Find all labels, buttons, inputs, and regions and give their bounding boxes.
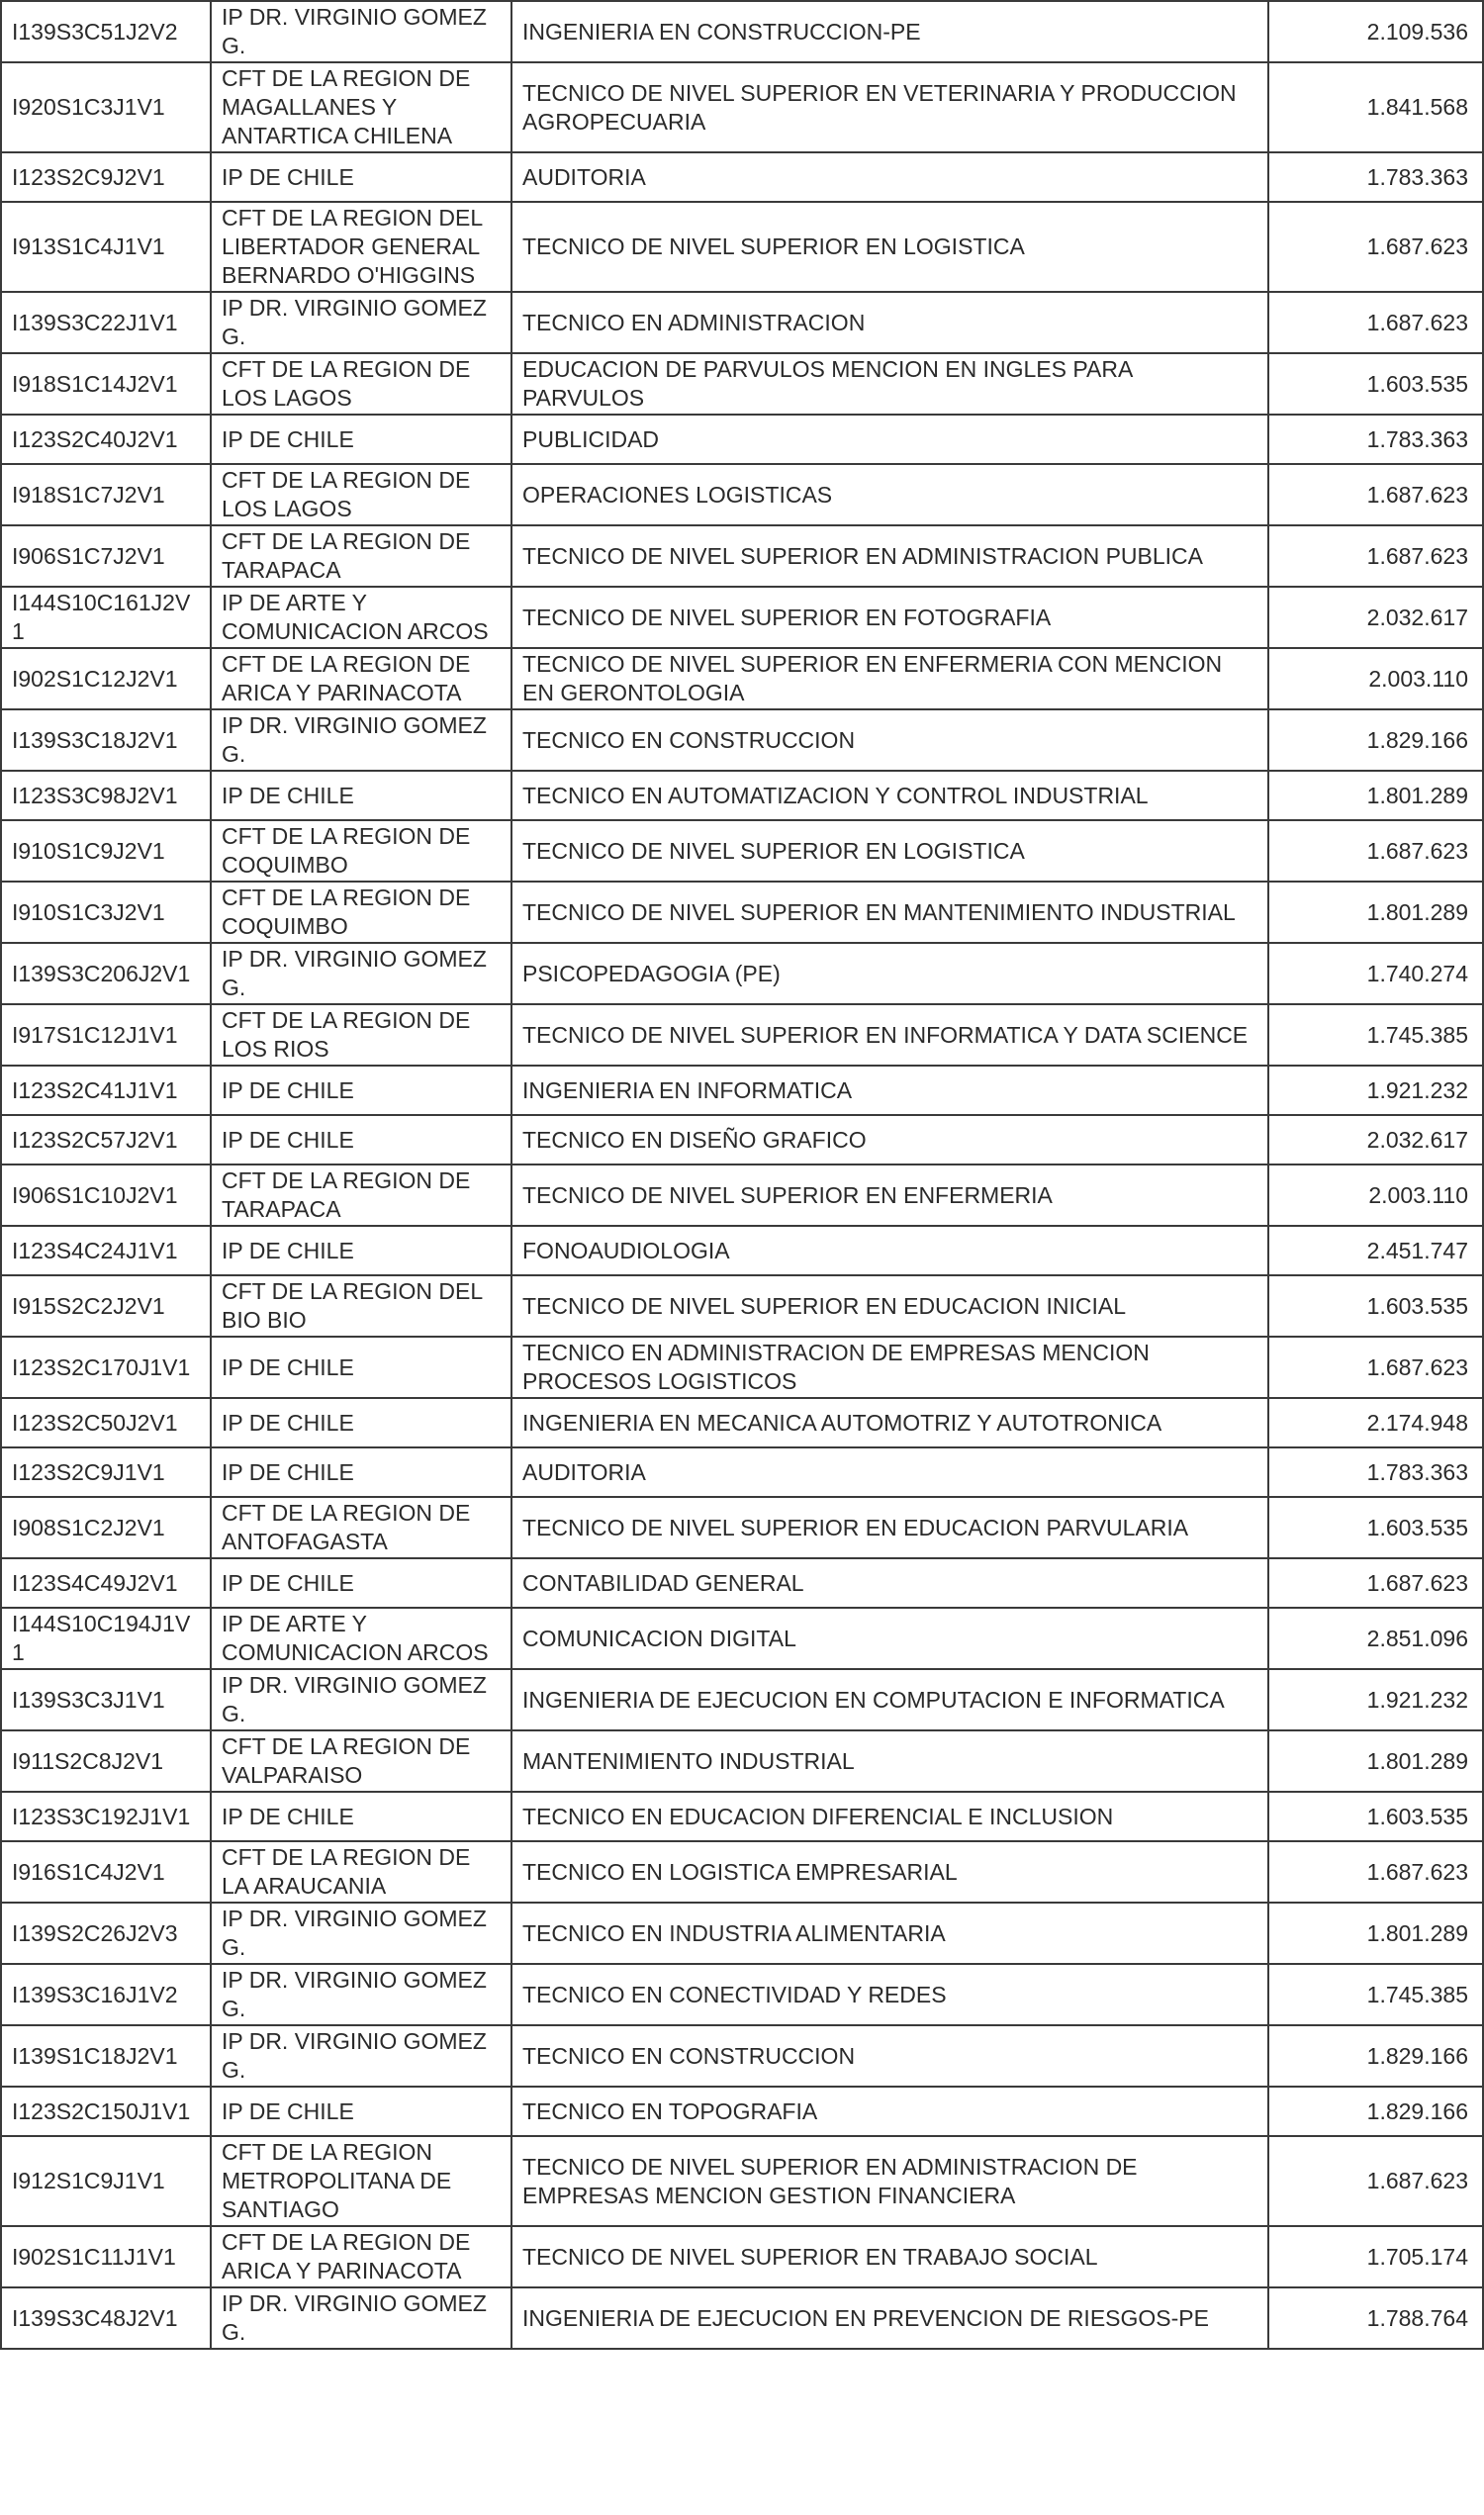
institution-cell: IP DE CHILE	[211, 1115, 511, 1164]
table-row	[1, 415, 1483, 464]
programs-table-body	[1, 1, 1483, 2349]
program-name-cell: AUDITORIA	[511, 1447, 1268, 1497]
amount-cell: 1.603.535	[1268, 353, 1483, 415]
amount-cell: 1.687.623	[1268, 1337, 1483, 1398]
amount-cell: 2.109.536	[1268, 1, 1483, 62]
institution-cell: CFT DE LA REGION DE MAGALLANES Y ANTARTICA CHILENA	[211, 62, 511, 152]
institution-cell: CFT DE LA REGION DE COQUIMBO	[211, 882, 511, 943]
table-row	[1, 202, 1483, 292]
amount-cell: 1.841.568	[1268, 62, 1483, 152]
institution-cell: IP DE CHILE	[211, 1066, 511, 1115]
table-row	[1, 1066, 1483, 1115]
amount-cell: 1.829.166	[1268, 2025, 1483, 2087]
program-name-cell: EDUCACION DE PARVULOS MENCION EN INGLES PARA PARVULOS	[511, 353, 1268, 415]
table-row	[1, 1558, 1483, 1608]
program-name-cell: TECNICO DE NIVEL SUPERIOR EN ADMINISTRACION DE EMPRESAS MENCION GESTION FINANCIERA	[511, 2136, 1268, 2226]
program-name-cell: TECNICO EN CONSTRUCCION	[511, 2025, 1268, 2087]
institution-cell: IP DE CHILE	[211, 1226, 511, 1275]
amount-cell: 2.003.110	[1268, 648, 1483, 709]
institution-cell: CFT DE LA REGION DE LOS LAGOS	[211, 353, 511, 415]
program-code-cell: I123S3C98J2V1	[1, 771, 211, 820]
table-row	[1, 771, 1483, 820]
amount-cell: 1.687.623	[1268, 202, 1483, 292]
amount-cell: 2.032.617	[1268, 1115, 1483, 1164]
program-code-cell: I123S2C40J2V1	[1, 415, 211, 464]
amount-cell: 1.745.385	[1268, 1964, 1483, 2025]
table-row	[1, 1841, 1483, 1903]
program-name-cell: TECNICO DE NIVEL SUPERIOR EN EDUCACION INICIAL	[511, 1275, 1268, 1337]
institution-cell: CFT DE LA REGION DE COQUIMBO	[211, 820, 511, 882]
institution-cell: IP DR. VIRGINIO GOMEZ G.	[211, 2287, 511, 2349]
amount-cell: 1.740.274	[1268, 943, 1483, 1004]
program-name-cell: TECNICO DE NIVEL SUPERIOR EN ENFERMERIA CON MENCION EN GERONTOLOGIA	[511, 648, 1268, 709]
table-row	[1, 1447, 1483, 1497]
institution-cell: IP DR. VIRGINIO GOMEZ G.	[211, 292, 511, 353]
amount-cell: 1.801.289	[1268, 1903, 1483, 1964]
program-code-cell: I139S3C206J2V1	[1, 943, 211, 1004]
amount-cell: 2.003.110	[1268, 1164, 1483, 1226]
program-code-cell: I139S3C3J1V1	[1, 1669, 211, 1730]
program-name-cell: TECNICO EN INDUSTRIA ALIMENTARIA	[511, 1903, 1268, 1964]
program-name-cell: MANTENIMIENTO INDUSTRIAL	[511, 1730, 1268, 1792]
program-code-cell: I916S1C4J2V1	[1, 1841, 211, 1903]
program-name-cell: FONOAUDIOLOGIA	[511, 1226, 1268, 1275]
program-code-cell: I123S2C170J1V1	[1, 1337, 211, 1398]
program-name-cell: INGENIERIA EN INFORMATICA	[511, 1066, 1268, 1115]
program-code-cell: I123S4C24J1V1	[1, 1226, 211, 1275]
institution-cell: IP DR. VIRGINIO GOMEZ G.	[211, 1964, 511, 2025]
institution-cell: CFT DE LA REGION DE TARAPACA	[211, 525, 511, 587]
program-code-cell: I906S1C7J2V1	[1, 525, 211, 587]
table-row	[1, 2087, 1483, 2136]
program-code-cell: I917S1C12J1V1	[1, 1004, 211, 1066]
program-name-cell: TECNICO DE NIVEL SUPERIOR EN FOTOGRAFIA	[511, 587, 1268, 648]
program-code-cell: I910S1C9J2V1	[1, 820, 211, 882]
program-name-cell: INGENIERIA EN MECANICA AUTOMOTRIZ Y AUTOTRONICA	[511, 1398, 1268, 1447]
institution-cell: CFT DE LA REGION DEL BIO BIO	[211, 1275, 511, 1337]
institution-cell: IP DE ARTE Y COMUNICACION ARCOS	[211, 1608, 511, 1669]
program-name-cell: TECNICO DE NIVEL SUPERIOR EN TRABAJO SOCIAL	[511, 2226, 1268, 2287]
program-name-cell: TECNICO DE NIVEL SUPERIOR EN LOGISTICA	[511, 202, 1268, 292]
institution-cell: CFT DE LA REGION DE LOS LAGOS	[211, 464, 511, 525]
program-code-cell: I912S1C9J1V1	[1, 2136, 211, 2226]
institution-cell: IP DR. VIRGINIO GOMEZ G.	[211, 709, 511, 771]
institution-cell: CFT DE LA REGION DE LA ARAUCANIA	[211, 1841, 511, 1903]
amount-cell: 1.687.623	[1268, 820, 1483, 882]
program-name-cell: TECNICO DE NIVEL SUPERIOR EN LOGISTICA	[511, 820, 1268, 882]
program-name-cell: TECNICO DE NIVEL SUPERIOR EN ADMINISTRACION PUBLICA	[511, 525, 1268, 587]
institution-cell: IP DR. VIRGINIO GOMEZ G.	[211, 1669, 511, 1730]
table-row	[1, 1275, 1483, 1337]
institution-cell: IP DE ARTE Y COMUNICACION ARCOS	[211, 587, 511, 648]
institution-cell: CFT DE LA REGION DE ARICA Y PARINACOTA	[211, 2226, 511, 2287]
institution-cell: IP DE CHILE	[211, 1398, 511, 1447]
table-row	[1, 1398, 1483, 1447]
table-row	[1, 1004, 1483, 1066]
table-row	[1, 2025, 1483, 2087]
program-name-cell: AUDITORIA	[511, 152, 1268, 202]
institution-cell: CFT DE LA REGION DE ANTOFAGASTA	[211, 1497, 511, 1558]
program-name-cell: PUBLICIDAD	[511, 415, 1268, 464]
table-row	[1, 1903, 1483, 1964]
amount-cell: 2.174.948	[1268, 1398, 1483, 1447]
program-code-cell: I139S3C22J1V1	[1, 292, 211, 353]
program-name-cell: INGENIERIA DE EJECUCION EN PREVENCION DE RIESGOS-PE	[511, 2287, 1268, 2349]
table-row	[1, 62, 1483, 152]
amount-cell: 1.801.289	[1268, 1730, 1483, 1792]
table-row	[1, 2287, 1483, 2349]
program-name-cell: COMUNICACION DIGITAL	[511, 1608, 1268, 1669]
amount-cell: 1.687.623	[1268, 292, 1483, 353]
program-name-cell: TECNICO EN TOPOGRAFIA	[511, 2087, 1268, 2136]
program-code-cell: I918S1C14J2V1	[1, 353, 211, 415]
program-code-cell: I915S2C2J2V1	[1, 1275, 211, 1337]
institution-cell: IP DE CHILE	[211, 1558, 511, 1608]
amount-cell: 2.851.096	[1268, 1608, 1483, 1669]
program-code-cell: I123S2C9J2V1	[1, 152, 211, 202]
amount-cell: 1.603.535	[1268, 1792, 1483, 1841]
program-code-cell: I139S2C26J2V3	[1, 1903, 211, 1964]
table-row	[1, 648, 1483, 709]
table-row	[1, 820, 1483, 882]
program-name-cell: TECNICO DE NIVEL SUPERIOR EN INFORMATICA Y DATA SCIENCE	[511, 1004, 1268, 1066]
table-row	[1, 1669, 1483, 1730]
institution-cell: IP DE CHILE	[211, 415, 511, 464]
table-row	[1, 1115, 1483, 1164]
program-code-cell: I123S4C49J2V1	[1, 1558, 211, 1608]
table-row	[1, 709, 1483, 771]
program-name-cell: TECNICO EN LOGISTICA EMPRESARIAL	[511, 1841, 1268, 1903]
institution-cell: IP DR. VIRGINIO GOMEZ G.	[211, 2025, 511, 2087]
program-name-cell: TECNICO DE NIVEL SUPERIOR EN ENFERMERIA	[511, 1164, 1268, 1226]
program-name-cell: TECNICO EN DISEÑO GRAFICO	[511, 1115, 1268, 1164]
amount-cell: 1.783.363	[1268, 152, 1483, 202]
program-name-cell: TECNICO EN ADMINISTRACION DE EMPRESAS MENCION PROCESOS LOGISTICOS	[511, 1337, 1268, 1398]
program-name-cell: TECNICO EN AUTOMATIZACION Y CONTROL INDUSTRIAL	[511, 771, 1268, 820]
amount-cell: 2.032.617	[1268, 587, 1483, 648]
institution-cell: CFT DE LA REGION DE ARICA Y PARINACOTA	[211, 648, 511, 709]
table-row	[1, 525, 1483, 587]
table-row	[1, 943, 1483, 1004]
program-code-cell: I906S1C10J2V1	[1, 1164, 211, 1226]
table-row	[1, 292, 1483, 353]
institution-cell: IP DR. VIRGINIO GOMEZ G.	[211, 1, 511, 62]
amount-cell: 1.687.623	[1268, 464, 1483, 525]
table-row	[1, 464, 1483, 525]
program-code-cell: I918S1C7J2V1	[1, 464, 211, 525]
program-name-cell: TECNICO DE NIVEL SUPERIOR EN MANTENIMIENTO INDUSTRIAL	[511, 882, 1268, 943]
amount-cell: 1.603.535	[1268, 1275, 1483, 1337]
program-code-cell: I139S1C18J2V1	[1, 2025, 211, 2087]
program-name-cell: INGENIERIA EN CONSTRUCCION-PE	[511, 1, 1268, 62]
institution-cell: IP DE CHILE	[211, 152, 511, 202]
program-code-cell: I144S10C194J1V1	[1, 1608, 211, 1669]
table-row	[1, 1, 1483, 62]
institution-cell: CFT DE LA REGION DE LOS RIOS	[211, 1004, 511, 1066]
table-row	[1, 587, 1483, 648]
table-row	[1, 1164, 1483, 1226]
amount-cell: 1.603.535	[1268, 1497, 1483, 1558]
program-name-cell: TECNICO EN EDUCACION DIFERENCIAL E INCLUSION	[511, 1792, 1268, 1841]
table-row	[1, 1497, 1483, 1558]
institution-cell: IP DR. VIRGINIO GOMEZ G.	[211, 943, 511, 1004]
program-code-cell: I910S1C3J2V1	[1, 882, 211, 943]
institution-cell: IP DE CHILE	[211, 1337, 511, 1398]
amount-cell: 1.687.623	[1268, 2136, 1483, 2226]
program-name-cell: TECNICO EN CONECTIVIDAD Y REDES	[511, 1964, 1268, 2025]
program-code-cell: I139S3C16J1V2	[1, 1964, 211, 2025]
amount-cell: 1.705.174	[1268, 2226, 1483, 2287]
amount-cell: 1.783.363	[1268, 415, 1483, 464]
amount-cell: 1.829.166	[1268, 709, 1483, 771]
institution-cell: IP DE CHILE	[211, 771, 511, 820]
program-code-cell: I123S2C57J2V1	[1, 1115, 211, 1164]
program-code-cell: I123S3C192J1V1	[1, 1792, 211, 1841]
program-name-cell: TECNICO DE NIVEL SUPERIOR EN VETERINARIA Y PRODUCCION AGROPECUARIA	[511, 62, 1268, 152]
table-row	[1, 2136, 1483, 2226]
amount-cell: 1.783.363	[1268, 1447, 1483, 1497]
table-row	[1, 1730, 1483, 1792]
program-code-cell: I144S10C161J2V1	[1, 587, 211, 648]
institution-cell: IP DE CHILE	[211, 1792, 511, 1841]
institution-cell: IP DR. VIRGINIO GOMEZ G.	[211, 1903, 511, 1964]
program-name-cell: CONTABILIDAD GENERAL	[511, 1558, 1268, 1608]
table-row	[1, 1792, 1483, 1841]
amount-cell: 1.687.623	[1268, 1841, 1483, 1903]
amount-cell: 1.921.232	[1268, 1066, 1483, 1115]
amount-cell: 1.687.623	[1268, 1558, 1483, 1608]
institution-cell: IP DE CHILE	[211, 2087, 511, 2136]
table-row	[1, 1226, 1483, 1275]
program-code-cell: I139S3C18J2V1	[1, 709, 211, 771]
institution-cell: CFT DE LA REGION DEL LIBERTADOR GENERAL BERNARDO O'HIGGINS	[211, 202, 511, 292]
table-row	[1, 353, 1483, 415]
amount-cell: 1.921.232	[1268, 1669, 1483, 1730]
table-row	[1, 2226, 1483, 2287]
amount-cell: 1.687.623	[1268, 525, 1483, 587]
table-row	[1, 152, 1483, 202]
program-code-cell: I139S3C51J2V2	[1, 1, 211, 62]
amount-cell: 1.801.289	[1268, 771, 1483, 820]
program-name-cell: TECNICO EN ADMINISTRACION	[511, 292, 1268, 353]
institution-cell: CFT DE LA REGION METROPOLITANA DE SANTIAGO	[211, 2136, 511, 2226]
institution-cell: CFT DE LA REGION DE TARAPACA	[211, 1164, 511, 1226]
program-code-cell: I139S3C48J2V1	[1, 2287, 211, 2349]
table-row	[1, 882, 1483, 943]
amount-cell: 1.829.166	[1268, 2087, 1483, 2136]
program-code-cell: I123S2C50J2V1	[1, 1398, 211, 1447]
institution-cell: IP DE CHILE	[211, 1447, 511, 1497]
amount-cell: 1.788.764	[1268, 2287, 1483, 2349]
program-code-cell: I123S2C9J1V1	[1, 1447, 211, 1497]
program-name-cell: INGENIERIA DE EJECUCION EN COMPUTACION E INFORMATICA	[511, 1669, 1268, 1730]
program-code-cell: I913S1C4J1V1	[1, 202, 211, 292]
amount-cell: 1.745.385	[1268, 1004, 1483, 1066]
program-name-cell: TECNICO DE NIVEL SUPERIOR EN EDUCACION PARVULARIA	[511, 1497, 1268, 1558]
table-row	[1, 1337, 1483, 1398]
program-code-cell: I123S2C150J1V1	[1, 2087, 211, 2136]
program-name-cell: TECNICO EN CONSTRUCCION	[511, 709, 1268, 771]
amount-cell: 2.451.747	[1268, 1226, 1483, 1275]
table-row	[1, 1964, 1483, 2025]
table-row	[1, 1608, 1483, 1669]
program-code-cell: I123S2C41J1V1	[1, 1066, 211, 1115]
program-name-cell: OPERACIONES LOGISTICAS	[511, 464, 1268, 525]
program-code-cell: I902S1C11J1V1	[1, 2226, 211, 2287]
program-code-cell: I908S1C2J2V1	[1, 1497, 211, 1558]
amount-cell: 1.801.289	[1268, 882, 1483, 943]
program-code-cell: I911S2C8J2V1	[1, 1730, 211, 1792]
program-name-cell: PSICOPEDAGOGIA (PE)	[511, 943, 1268, 1004]
program-code-cell: I902S1C12J2V1	[1, 648, 211, 709]
institution-cell: CFT DE LA REGION DE VALPARAISO	[211, 1730, 511, 1792]
program-code-cell: I920S1C3J1V1	[1, 62, 211, 152]
